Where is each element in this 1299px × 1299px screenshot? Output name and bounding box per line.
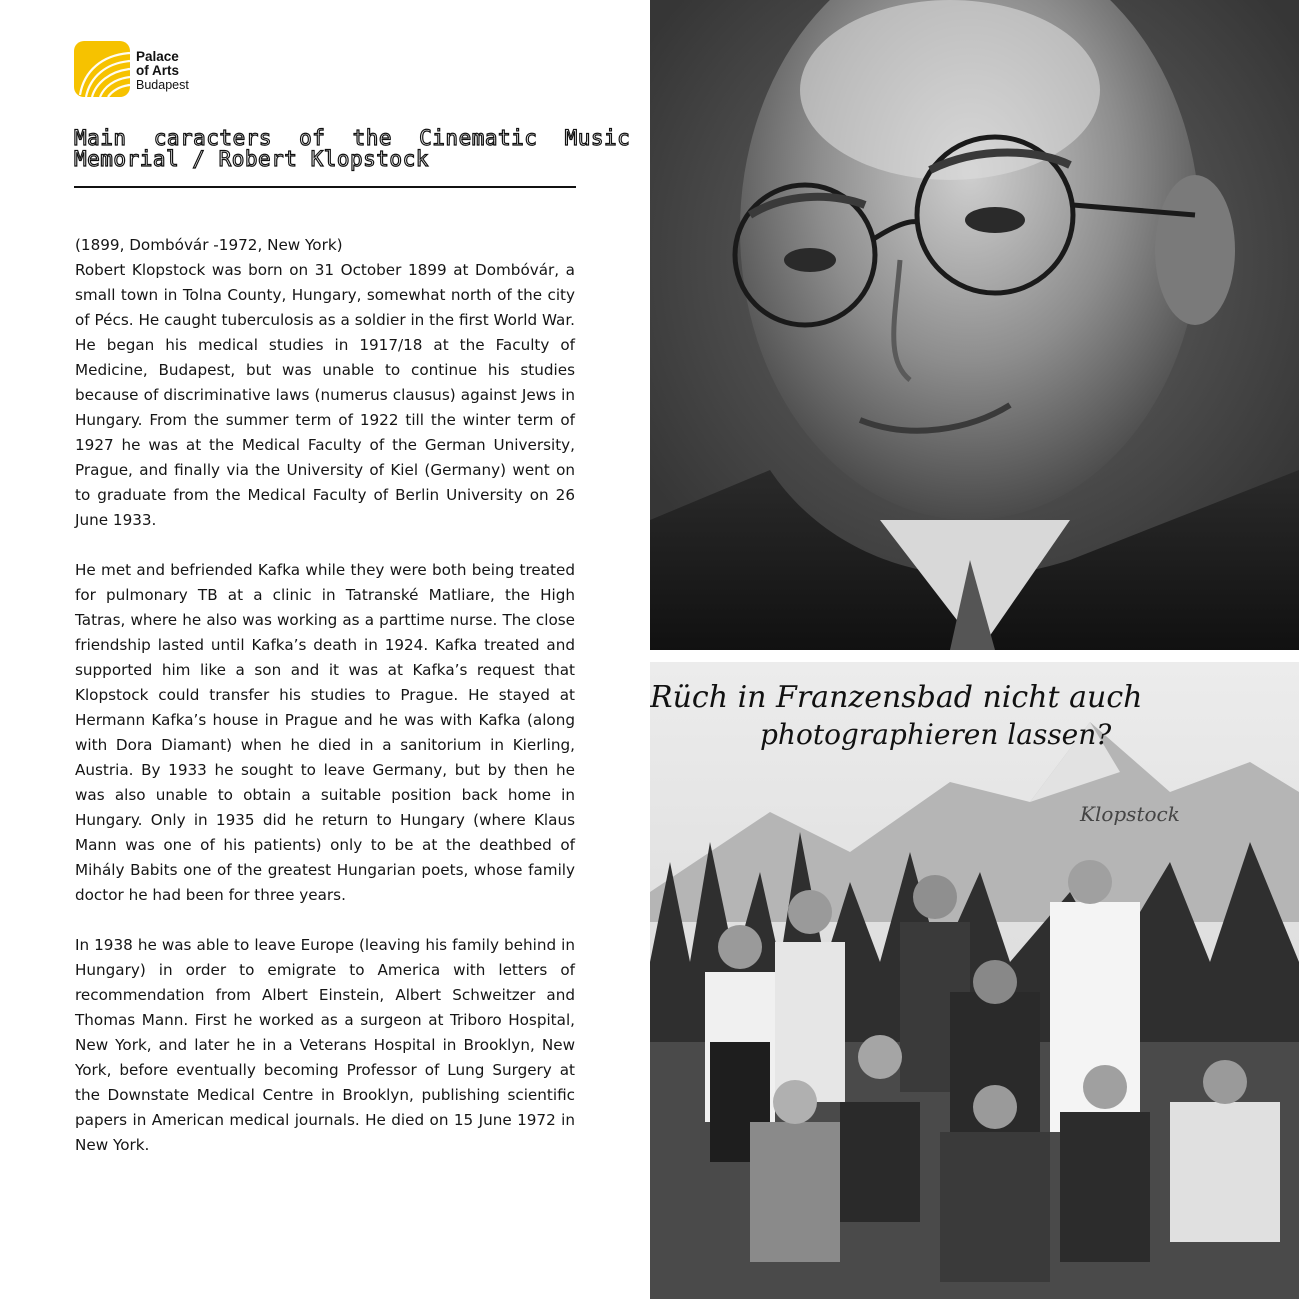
logo-text [136,50,189,92]
paragraph-kafka-friendship: He met and befriended Kafka while they were both being treated for pulmonary TB at a clinic in Tatranské Matliare, the High Tatras, where he also was working as a parttime nurse. The close friendship lasted until Kafka’s death in 1924. Kafka treated and supported him like a son and it was at Kafka’s request that Klopstock could transfer his studies to Prague. He stayed at Hermann Kafka’s house in Prague and he was with Kafka (along with Dora Diamant) when he died in a sanitorium in Kierling, Austria. By 1933 he sought to leave Germany, but by then he was also unable to obtain a suitable position back home in Hungary. Only in 1935 did he return to Hungary (where Klaus Mann was one of his patients) only to be at the deathbed of Mihály Babits one of the greatest Hungarian poets, whose family doctor he had been for three years. [75,561,575,904]
title-line-1: Main caracters of the Cinematic Music [74,126,631,150]
palace-of-arts-logo [74,41,189,97]
title-divider [74,186,576,188]
portrait-photo [650,0,1299,650]
handwriting-line-2: photographieren lassen? [760,718,1112,751]
logo-line-of-arts: of Arts [136,63,179,78]
portrait-illustration [650,0,1299,650]
page-title [74,126,631,171]
logo-line-palace: Palace [136,49,179,64]
life-dates: (1899, Dombóvár -1972, New York) [75,236,343,254]
handwriting-line-1: Rüch in Franzensbad nicht auch [650,680,1143,715]
group-photo [650,662,1299,1299]
title-line-2: Memorial / Robert Klopstock [74,147,429,171]
logo-line-budapest: Budapest [136,78,189,92]
handwriting-klopstock: Klopstock [1080,802,1180,826]
group-photo-illustration [650,662,1299,1299]
paragraph-america: In 1938 he was able to leave Europe (leaving his family behind in Hungary) in order to emigrate to America with letters of recommendation from Albert Einstein, Albert Schweitzer and Thomas Mann. First he worked as a surgeon at Triboro Hospital, New York, and later he in a Veterans Hospital in Brooklyn, New York, before eventually becoming Professor of Lung Surgery at the Downstate Medical Centre in Brooklyn, publishing scientific papers in American medical journals. He died on 15 June 1972 in New York. [75,936,575,1154]
paragraph-early-life: Robert Klopstock was born on 31 October 1899 at Dombóvár, a small town in Tolna County, Hungary, somewhat north of the city of Pécs. He caught tuberculosis as a soldier in the first World War. He began his medical studies in 1917/18 at the Faculty of Medicine, Budapest, but was unable to continue his studies because of discriminative laws (numerus clausus) against Jews in Hungary. From the summer term of 1922 till the winter term of 1927 he was at the Medical Faculty of the German University, Prague, and finally via the University of Kiel (Germany) went on to graduate from the Medical Faculty of Berlin University on 26 June 1933. [75,261,575,529]
article-body [75,233,575,1183]
logo-mark-icon [74,41,130,97]
